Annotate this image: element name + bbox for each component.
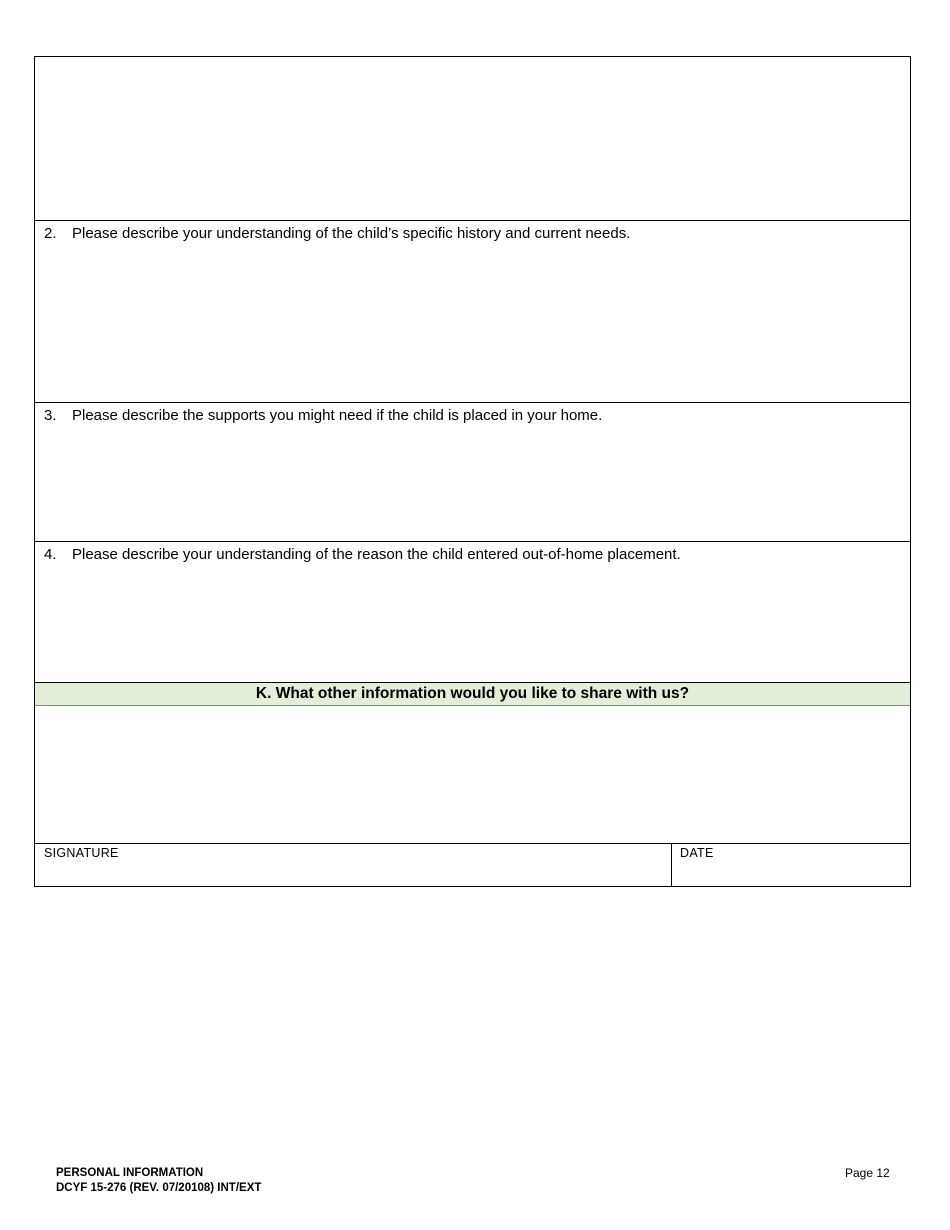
- page-number: Page 12: [845, 1166, 890, 1180]
- row-divider: [35, 220, 910, 221]
- footer-personal-information: PERSONAL INFORMATION: [56, 1167, 204, 1179]
- date-label: DATE: [680, 846, 714, 860]
- question-number: 4.: [44, 546, 57, 563]
- signature-field[interactable]: [35, 844, 671, 887]
- question-text: Please describe your understanding of the child’s specific history and current needs.: [72, 225, 631, 242]
- question-number: 2.: [44, 225, 57, 242]
- date-field[interactable]: [672, 844, 910, 887]
- question-number: 3.: [44, 407, 57, 424]
- answer-area-question-2[interactable]: [35, 247, 910, 402]
- section-k-header: [35, 682, 910, 706]
- answer-area-question-4[interactable]: [35, 568, 910, 682]
- row-divider: [35, 402, 910, 403]
- row-divider: [35, 541, 910, 542]
- form-table: [34, 56, 911, 887]
- footer-form-number: DCYF 15-276 (REV. 07/20108) INT/EXT: [56, 1182, 262, 1194]
- section-k-title: K. What other information would you like to share with us?: [255, 685, 690, 702]
- question-text: Please describe the supports you might need if the child is placed in your home.: [72, 407, 603, 424]
- question-text: Please describe your understanding of the reason the child entered out-of-home placement.: [72, 546, 681, 563]
- section-k-answer-area[interactable]: [35, 706, 910, 843]
- signature-row: [35, 843, 910, 887]
- footer-form-info: [56, 1166, 261, 1196]
- answer-area-question-3[interactable]: [35, 429, 910, 541]
- signature-label: SIGNATURE: [44, 846, 119, 860]
- answer-area-question-1[interactable]: [35, 57, 910, 220]
